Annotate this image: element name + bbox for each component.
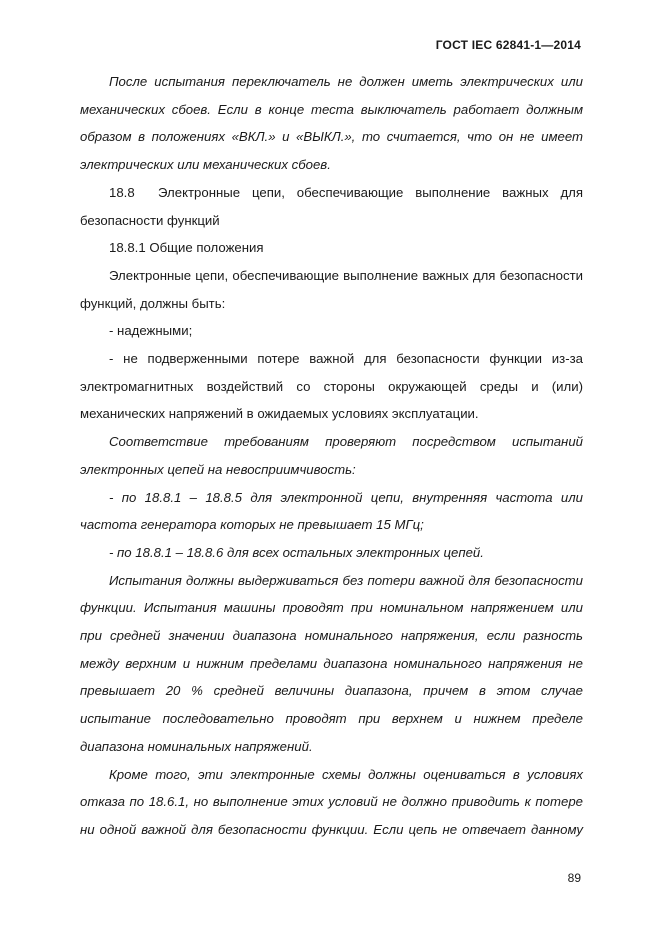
section-number: 18.8 [109,184,135,200]
paragraph-requirements-intro: Электронные цепи, обеспечивающие выполнение важных для безопасности функций, должны быть: [80,267,583,311]
section-title: Электронные цепи, обеспечивающие выполнение важных для безопасности функций [80,184,583,228]
list-item-frequency-15mhz: - по 18.8.1 – 18.8.5 для электронной цепи, внутренняя частота или частота генератора которых не превышает 15 МГц; [80,489,583,533]
paragraph-compliance-check: Соответствие требованиям проверяют посредством испытаний электронных цепей на невосприимчивость: [80,434,583,477]
subsection-heading-18-8-1: 18.8.1 Общие положения [109,240,264,256]
page-body [80,68,583,844]
list-item-reliable: - надежными; [109,323,193,339]
paragraph-test-conditions: Испытания должны выдерживаться без потери важной для безопасности функции. Испытания машины проводят при номинальном напряжением или при средней значении диапазона номинального напряжения, если разность между верхним и нижним пределами диапазона номинального напряжения не превышает 20 % средней величины диапазона, причем в этом случае испытание последовательно проводят при верхнем и нижнем пределе диапазона номинальных напряжений. [80,572,583,754]
list-item-not-subject-to-loss: - не подверженными потере важной для безопасности функции из-за электромагнитных воздействий со стороны окружающей среды и (или) механических напряжений в ожидаемых условиях эксплуатации. [80,351,583,422]
section-heading-18-8 [80,179,583,234]
paragraph-fault-conditions: Кроме того, эти электронные схемы должны оцениваться в условиях отказа по 18.6.1, но выполнение этих условий не должно приводить к потере ни одной важной для безопасности функции. Если цепь не отвечает данному [80,766,583,837]
list-item-other-circuits: - по 18.8.1 – 18.8.6 для всех остальных электронных цепей. [109,544,484,560]
paragraph-test-result: После испытания переключатель не должен иметь электрических или механических сбоев. Если в конце теста выключатель работает должным образом в положениях «ВКЛ.» и «ВЫКЛ.», то считается, что он не имеет электрических или механических сбоев. [80,74,583,173]
document-header: ГОСТ IEC 62841-1—2014 [435,38,581,52]
page-number: 89 [567,871,581,885]
